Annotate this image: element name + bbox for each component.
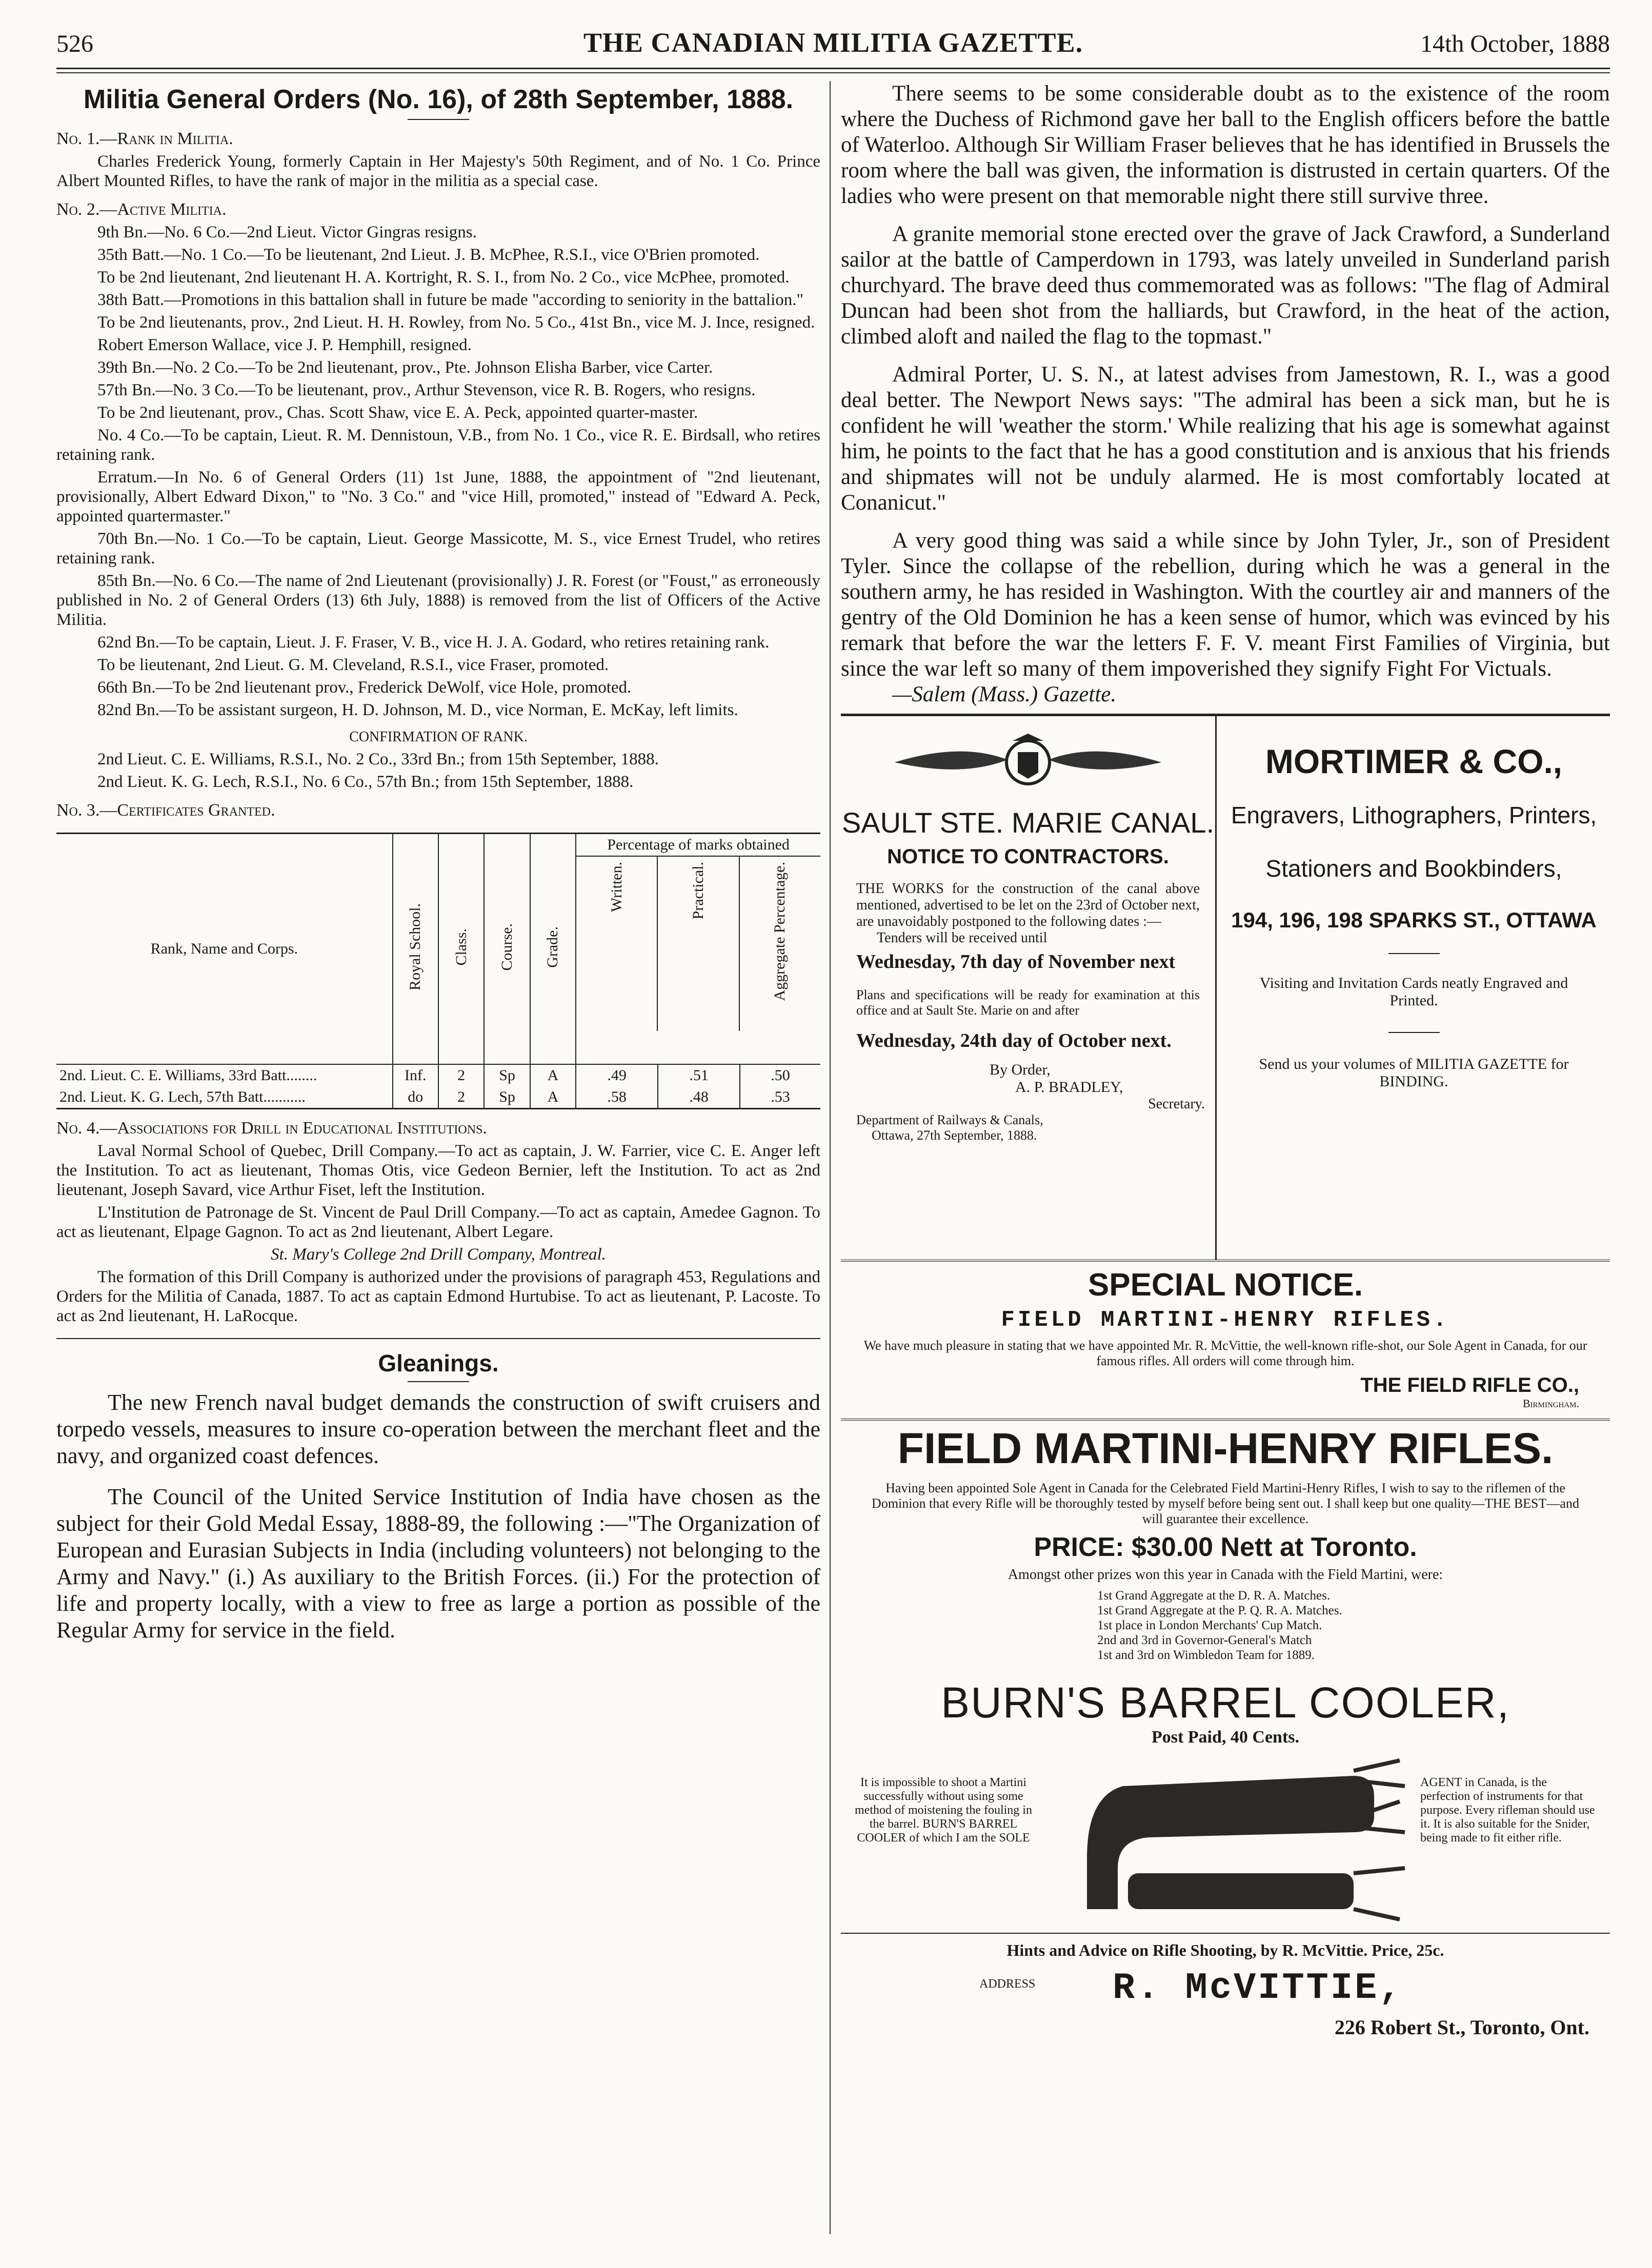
mcvittie-name: R. McVITTIE,: [1113, 1967, 1403, 2009]
order-paragraph: 70th Bn.—No. 1 Co.—To be captain, Lieut. George Massicotte, M. S., vice Ernest Trudel, who retires retaining rank.: [56, 530, 820, 568]
cell-aggregate: .50: [740, 1064, 820, 1086]
order-paragraph: 39th Bn.—No. 2 Co.—To be 2nd lieutenant, prov., Pte. Johnson Elisha Barber, vice Carter.: [97, 358, 713, 377]
special-city: Birmingham.: [1522, 1397, 1579, 1410]
mortimer-binding: Send us your volumes of MILITIA GAZETTE for BINDING.: [1259, 1056, 1569, 1090]
percentage-group-header: Percentage of marks obtained: [576, 834, 820, 857]
special-title: SPECIAL NOTICE.: [1087, 1267, 1363, 1303]
mortimer-line2: Stationers and Bookbinders,: [1265, 855, 1562, 882]
gleaning-paragraph: The Council of the United Service Institution of India have chosen as the subject for their Gold Medal Essay, 1888-89, the following :—"The Organization of European and Eurasian Subjects in India (including volunteers) not belonging to the Army and Navy." (i.) As auxiliary to the British Forces. (ii.) For the protection of life and property locally, with a view to free as large a portion as possible of the Regular Army for service in the field.: [56, 1484, 820, 1643]
order-no1-label: No. 1.—Rank in Militia.: [56, 129, 233, 148]
fmh-prizes-intro: Amongst other prizes won this year in Canada with the Field Martini, were:: [1008, 1567, 1443, 1583]
cell-written: .49: [576, 1064, 658, 1086]
order-paragraph: Robert Emerson Wallace, vice J. P. Hemphill, resigned.: [97, 336, 472, 354]
order-paragraph: 62nd Bn.—To be captain, Lieut. J. F. Fraser, V. B., vice H. J. A. Godard, who retires retaining rank.: [97, 633, 770, 652]
table-row: [56, 1086, 820, 1109]
fmh-ad: [841, 1419, 1610, 1663]
cell-aggregate: .53: [740, 1086, 820, 1109]
prize-item: 1st place in London Merchants' Cup Match.: [1097, 1618, 1322, 1632]
order-paragraph: 9th Bn.—No. 6 Co.—2nd Lieut. Victor Gingras resigns.: [97, 223, 477, 241]
order-paragraph: To be 2nd lieutenants, prov., 2nd Lieut. H. H. Rowley, from No. 5 Co., 41st Bn., vice M. J. Ince, resigned.: [97, 313, 815, 332]
gleaning-paragraph: The new French naval budget demands the construction of swift cruisers and torpedo vessels, measures to insure co-operation between the merchant fleet and the navy, and organized coast defences.: [56, 1390, 820, 1468]
mortimer-visiting: Visiting and Invitation Cards neatly Engraved and Printed.: [1259, 975, 1568, 1009]
col-grade-header: Grade.: [530, 834, 576, 1065]
news-paragraph: A granite memorial stone erected over the grave of Jack Crawford, a Sunderland sailor at the battle of Camperdown in 1793, was lately unveiled in Sunderland parish churchyard. The brave deed thus commemorated was as follows: "The flag of Admiral Duncan had been shot from the halliards, but Crawford, in the heat of the action, climbed aloft and nailed the flag to the topmast.": [841, 222, 1610, 349]
col-course-header: Course.: [484, 834, 530, 1065]
left-column: [56, 81, 820, 2239]
page-header: [56, 21, 1610, 68]
canal-date1: Wednesday, 7th day of November next: [856, 951, 1176, 973]
order-paragraph: 82nd Bn.—To be assistant surgeon, H. D. Johnson, M. D., vice Norman, E. McKay, left limits.: [97, 701, 738, 719]
col-rank-header: Rank, Name and Corps.: [56, 834, 393, 1065]
drill-assoc-paragraph: Laval Normal School of Quebec, Drill Company.—To act as captain, J. W. Farrier, vice C. E. Anger left the Institution. To act as lieutenant, Thomas Otis, vice Gedeon Bernier, left the Institution. To act as 2nd lieutenant, Joseph Savard, vice Arthur Fiset, left the Institution.: [56, 1142, 820, 1199]
col-aggregate-header: Aggregate Percentage.: [739, 857, 820, 1031]
order-paragraph: 66th Bn.—To be 2nd lieutenant prov., Frederick DeWolf, vice Hole, promoted.: [97, 678, 632, 697]
cell-school: do: [393, 1086, 438, 1109]
cell-course: Sp: [484, 1086, 530, 1109]
canal-department: Department of Railways & Canals,: [856, 1112, 1043, 1127]
special-notice: [841, 1260, 1610, 1410]
cell-class: 2: [438, 1086, 484, 1109]
cell-school: Inf.: [393, 1064, 438, 1086]
fmh-title: FIELD MARTINI-HENRY RIFLES.: [897, 1424, 1554, 1472]
canal-title: SAULT STE. MARIE CANAL.: [841, 806, 1215, 839]
cell-practical: .48: [658, 1086, 740, 1109]
cell-name: 2nd. Lieut. C. E. Williams, 33rd Batt........: [59, 1067, 317, 1084]
barrel-cooler-icon: [1046, 1755, 1415, 1925]
divider: [408, 119, 469, 120]
barrel-cooler-ad: [841, 1678, 1610, 2049]
order-paragraph: No. 4 Co.—To be captain, Lieut. R. M. Dennistoun, V.B., from No. 1 Co., vice R. E. Birdsall, who retires retaining rank.: [56, 426, 820, 464]
column-divider: [830, 81, 831, 2234]
col-class-header: Class.: [438, 834, 484, 1065]
prize-item: 1st and 3rd on Wimbledon Team for 1889.: [1097, 1648, 1315, 1662]
coat-of-arms-icon: [841, 732, 1215, 796]
order-paragraph: To be lieutenant, 2nd Lieut. G. M. Cleveland, R.S.I., vice Fraser, promoted.: [97, 656, 609, 674]
general-orders-heading: Militia General Orders (No. 16), of 28th September, 1888.: [83, 85, 794, 114]
canal-byorder: By Order,: [990, 1061, 1051, 1078]
canal-signer: A. P. BRADLEY,: [1015, 1079, 1123, 1096]
cell-practical: .51: [658, 1064, 740, 1086]
fmh-price: PRICE: $30.00 Nett at Toronto.: [1034, 1532, 1417, 1562]
prize-item: 2nd and 3rd in Governor-General's Match: [1097, 1633, 1312, 1647]
order-no2-label: No. 2.—Active Militia.: [56, 200, 227, 219]
special-text: We have much pleasure in stating that we have appointed Mr. R. McVittie, the well-known rifle-shot, our Sole Agent in Canada, for our famous rifles. All orders will come through him.: [863, 1338, 1587, 1368]
masthead-title: THE CANADIAN MILITIA GAZETTE.: [583, 27, 1083, 58]
order-no3-label: No. 3.—Certificates Granted.: [56, 801, 275, 820]
canal-signer-title: Secretary.: [1148, 1096, 1205, 1112]
erratum-paragraph: Erratum.—In No. 6 of General Orders (11) 1st June, 1888, the appointment of "2nd lieutenant, provisionally, Albert Edward Dixon," to "No. 3 Co." and "vice Hill, promoted," instead of "Edward A. Peck, appointed quartermaster.": [56, 468, 820, 525]
confirmation-entry: 2nd Lieut. K. G. Lech, R.S.I., No. 6 Co., 57th Bn.; from 15th September, 1888.: [97, 773, 634, 791]
confirmation-title: CONFIRMATION OF RANK.: [349, 729, 528, 745]
order-paragraph: 57th Bn.—No. 3 Co.—To be lieutenant, prov., Arthur Stevenson, vice R. B. Rogers, who resigns.: [97, 381, 756, 399]
stmary-title: St. Mary's College 2nd Drill Company, Montreal.: [271, 1245, 606, 1264]
fmh-text: Having been appointed Sole Agent in Canada for the Celebrated Field Martini-Henry Rifles, I wish to say to the riflemen of the Dominion that every Rifle will be thoroughly tested by myself before being sent out. I shall keep but one quality—THE BEST—and will guarantee their excellence.: [872, 1481, 1579, 1526]
prize-item: 1st Grand Aggregate at the D. R. A. Matches.: [1097, 1589, 1331, 1603]
cooler-hints: Hints and Advice on Rifle Shooting, by R. McVittie. Price, 25c.: [1006, 1941, 1444, 1959]
mortimer-ad: [1218, 716, 1610, 1260]
cooler-left-text: It is impossible to shoot a Martini successfully without using some method of moistening the fouling in the barrel. BURN'S BARREL COOLER of which I am the SOLE: [855, 1776, 1032, 1845]
order-paragraph: 35th Batt.—No. 1 Co.—To be lieutenant, 2nd Lieut. J. B. McPhee, R.S.I., vice O'Brien promoted.: [97, 246, 760, 264]
fmh-prizes: [841, 1588, 1610, 1663]
cell-class: 2: [438, 1064, 484, 1086]
canal-subtitle: NOTICE TO CONTRACTORS.: [887, 845, 1169, 868]
mortimer-address: 194, 196, 198 SPARKS ST., OTTAWA: [1231, 908, 1597, 932]
right-column: [841, 81, 1610, 2239]
order-paragraph: To be 2nd lieutenant, prov., Chas. Scott Shaw, vice E. A. Peck, appointed quarter-master.: [97, 403, 698, 422]
news-paragraph: There seems to be some considerable doubt as to the existence of the room where the Duchess of Richmond gave her ball to the English officers before the battle of Waterloo. Although Sir William Fraser believes that he has identified in Brussels the room where the ball was given, the information is distrusted in certain quarters. Of the ladies who were present on that memorable night there still survive three.: [841, 82, 1610, 208]
divider: [408, 1381, 469, 1382]
order-paragraph: 38th Batt.—Promotions in this battalion shall in future be made "according to seniority in the battalion.": [97, 291, 803, 309]
newspaper-page: [56, 21, 1610, 2245]
order-no4-label: No. 4.—Associations for Drill in Educational Institutions.: [56, 1119, 487, 1138]
col-practical-header: Practical.: [657, 857, 738, 1031]
news-paragraph: Admiral Porter, U. S. N., at latest advises from Jamestown, R. I., was a good deal better. The Newport News says: "The admiral has been a sick man, but he is confident he will 'weather the storm.' While realizing that his age is somewhat against him, he points to the fact that he has a good constitution and is anxious that his friends and shipmates will not be unduly alarmed. He is most comfortably located at Conanicut.": [841, 362, 1610, 515]
prize-item: 1st Grand Aggregate at the P. Q. R. A. Matches.: [1097, 1604, 1342, 1617]
canal-notice: [841, 716, 1217, 1260]
cell-grade: A: [530, 1086, 576, 1109]
confirmation-entry: 2nd Lieut. C. E. Williams, R.S.I., No. 2 Co., 33rd Bn.; from 15th September, 1888.: [97, 750, 659, 768]
cell-course: Sp: [484, 1064, 530, 1086]
drill-assoc-paragraph: L'Institution de Patronage de St. Vincent de Paul Drill Company.—To act as captain, Amedee Gagnon. To act as lieutenant, Elpage Gagnon. To act as 2nd lieutenant, Albert Legare.: [56, 1203, 820, 1241]
canal-dept-date: Ottawa, 27th September, 1888.: [872, 1128, 1037, 1143]
col-written-header: Written.: [608, 862, 625, 912]
percentage-group: [576, 834, 820, 1065]
order-no1-text: Charles Frederick Young, formerly Captain in Her Majesty's 50th Regiment, and of No. 1 Co. Prince Albert Mounted Rifles, to have the rank of major in the militia as a special case.: [56, 152, 820, 190]
mortimer-title: MORTIMER & CO.,: [1265, 742, 1563, 780]
order-paragraph: 85th Bn.—No. 6 Co.—The name of 2nd Lieutenant (provisionally) J. R. Forest (or "Foust," as erroneously published in No. 2 of General Orders (13) 6th July, 1888) is removed from the list of Officers of the Active Militia.: [56, 572, 820, 629]
issue-date: 14th October, 1888: [1420, 30, 1610, 57]
canal-date2: Wednesday, 24th day of October next.: [856, 1030, 1172, 1051]
cell-grade: A: [530, 1064, 576, 1086]
news-source: —Salem (Mass.) Gazette.: [892, 682, 1117, 706]
canal-text1: THE WORKS for the construction of the canal above mentioned, advertised to be let on the 23rd of October next, are unavoidably postponed to the following dates :—: [856, 881, 1200, 929]
address-label: ADDRESS: [979, 1977, 1036, 1991]
cell-name: 2nd. Lieut. K. G. Lech, 57th Batt...........: [56, 1086, 393, 1109]
gleanings-heading: Gleanings.: [378, 1350, 499, 1376]
page-number: 526: [56, 30, 93, 57]
news-paragraph: A very good thing was said a while since by John Tyler, Jr., son of President Tyler. Since the collapse of the rebellion, during which he was a general in the southern army, he has resided in Washington. With the courtley air and manners of the gentry of the Old Dominion he has a keen sense of humor, which was evinced by his remark that before the war the letters F. F. V. meant First Families of Virginia, but since the war left so many of them impoverished they signify Fight For Victuals.: [841, 529, 1610, 681]
cell-written: .58: [576, 1086, 658, 1109]
table-row: [56, 1064, 820, 1086]
certificates-table: [56, 833, 820, 1109]
mortimer-line1: Engravers, Lithographers, Printers,: [1231, 802, 1597, 828]
order-paragraph: To be 2nd lieutenant, 2nd lieutenant H. A. Kortright, R. S. I., from No. 2 Co., vice McPhee, promoted.: [97, 268, 790, 287]
col-school-header: Royal School.: [393, 834, 438, 1065]
mcvittie-street: 226 Robert St., Toronto, Ont.: [1334, 2016, 1589, 2039]
cooler-subtitle: Post Paid, 40 Cents.: [1151, 1728, 1300, 1747]
special-company: THE FIELD RIFLE CO.,: [1360, 1374, 1579, 1396]
ad-row: [841, 714, 1610, 1260]
cooler-right-text: AGENT in Canada, is the perfection of instruments for that purpose. Every rifleman should use it. It is also suitable for the Snider, being made to fit either rifle.: [1420, 1776, 1595, 1845]
canal-text2: Tenders will be received until: [877, 930, 1047, 946]
special-subtitle: FIELD MARTINI-HENRY RIFLES.: [1001, 1307, 1450, 1333]
canal-text3: Plans and specifications will be ready for examination at this office and at Sault Ste. Marie on and after: [856, 987, 1200, 1018]
cooler-title: BURN'S BARREL COOLER,: [941, 1678, 1510, 1727]
header-rule: [56, 68, 1610, 73]
stmary-text: The formation of this Drill Company is authorized under the provisions of paragraph 453, Regulations and Orders for the Militia of Canada, 1887. To act as captain Edmond Hurtubise. To act as lieutenant, P. Lacoste. To act as 2nd lieutenant, H. LaRocque.: [56, 1268, 820, 1325]
